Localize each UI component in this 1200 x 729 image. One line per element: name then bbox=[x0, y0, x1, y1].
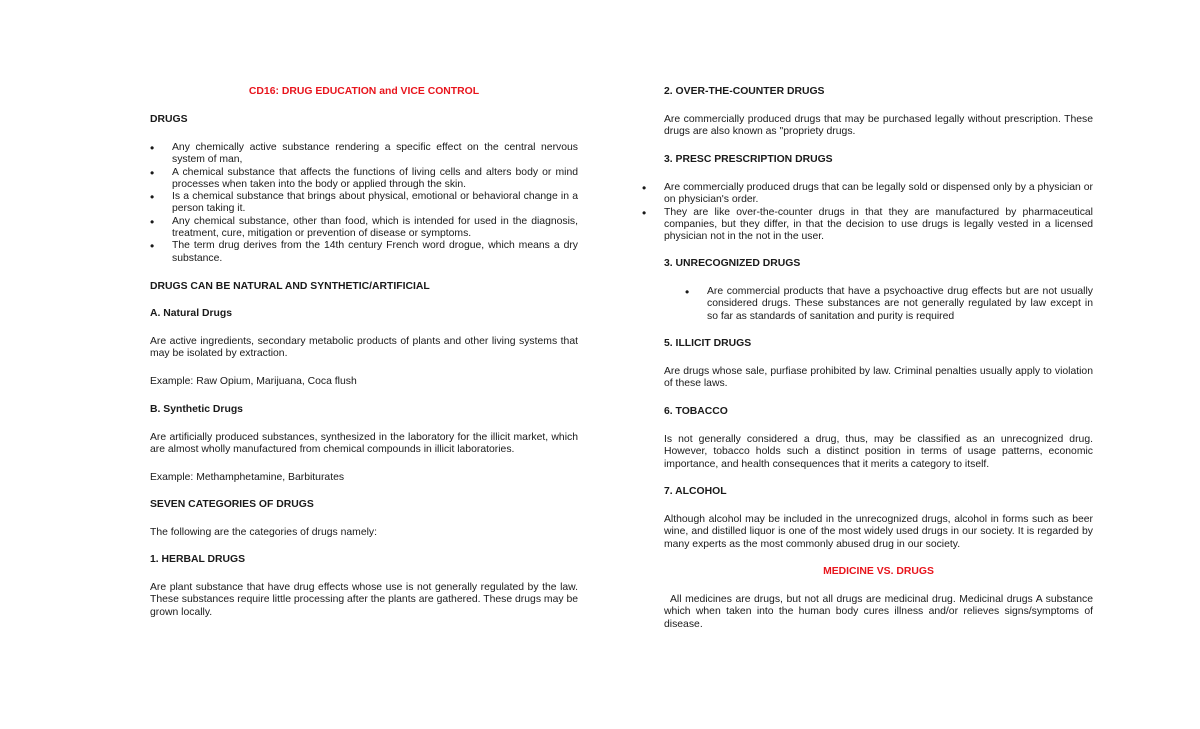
seven-categories-heading: SEVEN CATEGORIES OF DRUGS bbox=[150, 499, 314, 510]
document-title: CD16: DRUG EDUCATION and VICE CONTROL bbox=[248, 86, 480, 97]
medicine-vs-drugs-text: All medicines are drugs, but not all drugs are medicinal drug. Medicinal drugs A substance which when taken into the human body cures illness and/or relieves signs/symptoms of disease. bbox=[664, 594, 1093, 630]
list-item: • Any chemical substance, other than food, which is intended for used in the diagnosis, treatment, cure, mitigation or prevention of disease or symptoms. bbox=[150, 216, 578, 241]
prescription-drugs-heading: 3. PRESC PRESCRIPTION DRUGS bbox=[664, 154, 833, 165]
alcohol-text: Although alcohol may be included in the unrecognized drugs, alcohol in forms such as beer wine, and distilled liquor is one of the most widely used drugs in our society. It is regarded by many experts as the most commonly abused drug in our society. bbox=[664, 514, 1093, 550]
drugs-heading: DRUGS bbox=[150, 114, 188, 125]
herbal-drugs-text: Are plant substance that have drug effects whose use is not generally regulated by the law. These substances require little processing after the plants are gathered. These drugs may be grown locally. bbox=[150, 582, 578, 618]
list-item: • A chemical substance that affects the functions of living cells and alters body or mind processes when taken into the body or applied through the skin. bbox=[150, 167, 578, 192]
alcohol-heading: 7. ALCOHOL bbox=[664, 486, 727, 497]
natural-drugs-heading: A. Natural Drugs bbox=[150, 308, 232, 319]
list-item: • Any chemically active substance rendering a specific effect on the central nervous system of man, bbox=[150, 142, 578, 167]
otc-drugs-heading: 2. OVER-THE-COUNTER DRUGS bbox=[664, 86, 825, 97]
unrecognized-drugs-list bbox=[685, 286, 1093, 323]
illicit-drugs-text: Are drugs whose sale, purfiase prohibited by law. Criminal penalties usually apply to violation of these laws. bbox=[664, 366, 1093, 390]
tobacco-text: Is not generally considered a drug, thus, may be classified as an unrecognized drug. However, tobacco holds such a distinct position in terms of usage patterns, economic importance, and health consequences that it merits a category to itself. bbox=[664, 434, 1093, 470]
illicit-drugs-heading: 5. ILLICIT DRUGS bbox=[664, 338, 752, 349]
tobacco-heading: 6. TOBACCO bbox=[664, 406, 728, 417]
list-item: • Is a chemical substance that brings about physical, emotional or behavioral change in a person taking it. bbox=[150, 191, 578, 216]
list-item: • Are commercially produced drugs that can be legally sold or dispensed only by a physician or on physician's order. bbox=[642, 182, 1093, 207]
natural-drugs-text: Are active ingredients, secondary metabolic products of plants and other living systems that may be isolated by extraction. bbox=[150, 336, 578, 360]
otc-drugs-text: Are commercially produced drugs that may be purchased legally without prescription. These drugs are also known as "propriety drugs. bbox=[664, 114, 1093, 138]
unrecognized-drugs-heading: 3. UNRECOGNIZED DRUGS bbox=[664, 258, 801, 269]
prescription-drugs-list bbox=[642, 182, 1093, 243]
list-item: • Are commercial products that have a psychoactive drug effects but are not usually considered drugs. These substances are not generally regulated by law except in so far as standards of sanitation and purity is required bbox=[685, 286, 1093, 323]
list-item: • They are like over-the-counter drugs in that they are manufactured by pharmaceutical companies, but they differ, in that the decision to use drugs is legally vested in a licensed physician not in the not in the user. bbox=[642, 207, 1093, 244]
herbal-drugs-heading: 1. HERBAL DRUGS bbox=[150, 554, 246, 565]
medicine-vs-drugs-heading: MEDICINE VS. DRUGS bbox=[823, 566, 934, 577]
natural-synthetic-heading: DRUGS CAN BE NATURAL AND SYNTHETIC/ARTIFICIAL bbox=[150, 281, 430, 292]
synthetic-drugs-text: Are artificially produced substances, synthesized in the laboratory for the illicit market, which are almost wholly manufactured from chemical compounds in illicit laboratories. bbox=[150, 432, 578, 456]
list-item: • The term drug derives from the 14th century French word drogue, which means a dry substance. bbox=[150, 240, 578, 265]
synthetic-drugs-heading: B. Synthetic Drugs bbox=[150, 404, 243, 415]
drugs-definition-list bbox=[150, 142, 578, 265]
seven-categories-intro: The following are the categories of drugs namely: bbox=[150, 527, 377, 538]
synthetic-drugs-example: Example: Methamphetamine, Barbiturates bbox=[150, 472, 345, 483]
natural-drugs-example: Example: Raw Opium, Marijuana, Coca flush bbox=[150, 376, 357, 387]
